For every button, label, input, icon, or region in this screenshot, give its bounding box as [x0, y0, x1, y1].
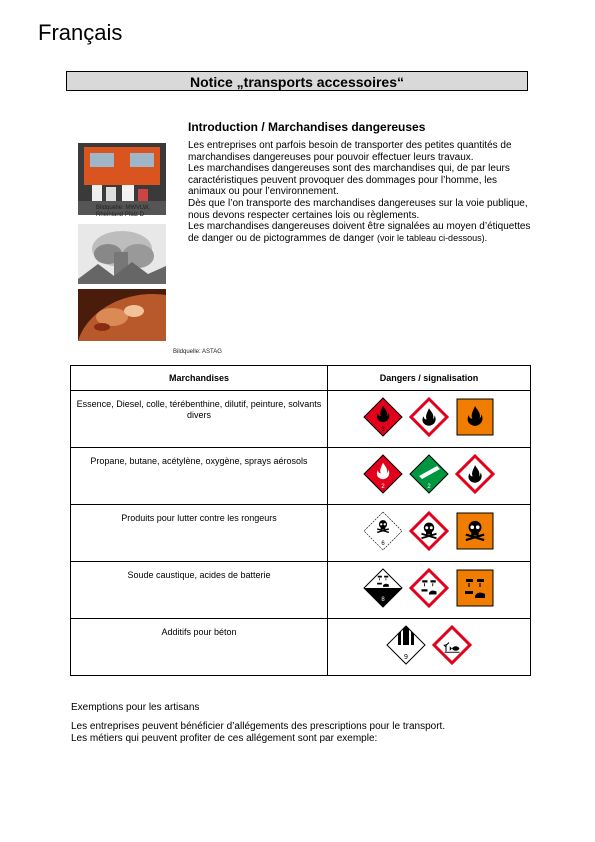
table-row	[71, 619, 531, 676]
burn-injury-photo	[78, 289, 166, 341]
goods-cell: Soude caustique, acides de batterie	[71, 562, 328, 619]
corrosive-ghs-icon	[409, 568, 449, 608]
non-flammable-gas-label-icon	[409, 454, 449, 494]
exemptions-text	[71, 721, 445, 745]
exemptions-line: Les métiers qui peuvent profiter de ces allégement sont par exemple:	[71, 733, 378, 744]
header-dangers: Dangers / signalisation	[328, 366, 531, 391]
flammable-ghs-icon	[455, 454, 495, 494]
exemptions-line: Les entreprises peuvent bénéficier d’allégements des prescriptions pour le transport.	[71, 721, 446, 732]
fire-smoke-photo	[78, 224, 166, 284]
table-row	[71, 448, 531, 505]
intro-paragraph: Les marchandises dangereuses sont des marchandises qui, de par leurs caractéristiques peuvent provoquer des dommages pour l’homme, les animaux ou pour l’environnement.	[188, 163, 510, 198]
flammable-orange-icon	[455, 397, 495, 437]
dangers-cell	[328, 391, 531, 448]
intro-note: (voir le tableau ci-dessous).	[377, 232, 488, 243]
banner-title: Notice „transports accessoires“	[66, 71, 528, 91]
toxic-orange-icon	[455, 511, 495, 551]
photo-credit-2: Bildquelle: ASTAG	[173, 349, 222, 355]
environment-ghs-icon	[432, 625, 472, 665]
goods-cell: Additifs pour béton	[71, 619, 328, 676]
dangers-cell	[328, 448, 531, 505]
flammable-gas-label-icon	[363, 454, 403, 494]
flammable-label-icon	[363, 397, 403, 437]
skull-ghs-icon	[409, 511, 449, 551]
intro-paragraph-text: Les marchandises dangereuses doivent être signalées au moyen d’étiquettes de danger ou de pictogrammes de danger	[188, 221, 531, 244]
intro-paragraph	[188, 221, 533, 244]
toxic-label-icon	[363, 511, 403, 551]
dangers-cell	[328, 562, 531, 619]
svg-text:9: 9	[404, 654, 408, 661]
goods-cell: Propane, butane, acétylène, oxygène, sprays aérosols	[71, 448, 328, 505]
dangerous-goods-table	[70, 365, 531, 676]
corrosive-orange-icon	[455, 568, 495, 608]
corrosive-label-icon	[363, 568, 403, 608]
goods-cell: Produits pour lutter contre les rongeurs	[71, 505, 328, 562]
svg-text:3: 3	[381, 427, 385, 433]
header-goods: Marchandises	[71, 366, 328, 391]
intro-title: Introduction / Marchandises dangereuses	[188, 120, 426, 134]
svg-text:6: 6	[381, 541, 385, 547]
flammable-ghs-icon	[409, 397, 449, 437]
misc-class9-label-icon	[386, 625, 426, 665]
exemptions-title: Exemptions pour les artisans	[71, 702, 200, 713]
language-heading: Français	[38, 20, 123, 45]
svg-text:2: 2	[381, 484, 385, 490]
svg-text:2: 2	[427, 484, 431, 490]
table-row	[71, 505, 531, 562]
photo-credit-1: Bildquelle: MWVLW, Rheinland Pfalz D	[96, 205, 150, 218]
intro-paragraph: Les entreprises ont parfois besoin de transporter des petites quantités de marchandises dangereuses pour pouvoir effectuer leurs travaux.	[188, 140, 512, 163]
table-row	[71, 391, 531, 448]
table-header-row	[71, 366, 531, 391]
intro-paragraph: Dès que l’on transporte des marchandises dangereuses sur la voie publique, nous devons respecter certaines lois ou règlements.	[188, 197, 528, 221]
svg-text:8: 8	[381, 597, 385, 603]
table-row	[71, 562, 531, 619]
goods-cell: Essence, Diesel, colle, térébenthine, dilutif, peinture, solvants divers	[71, 391, 328, 448]
dangers-cell	[328, 619, 531, 676]
intro-text	[188, 140, 533, 244]
dangers-cell	[328, 505, 531, 562]
